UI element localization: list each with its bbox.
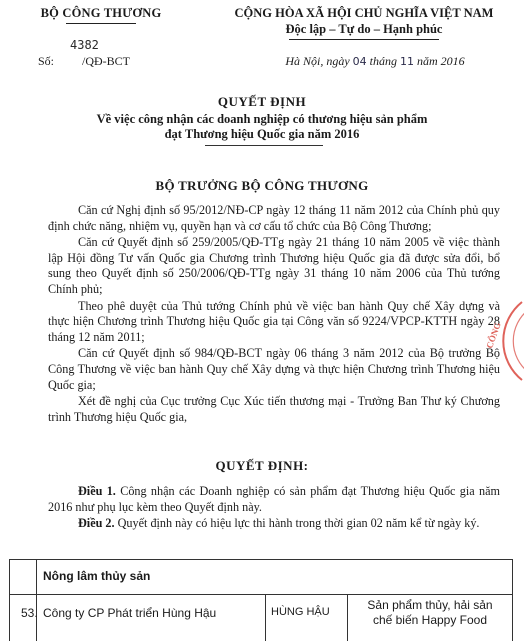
table-company-name: Công ty CP Phát triển Hùng Hậu — [43, 606, 217, 620]
article-1-text: Công nhận các Doanh nghiệp có sản phẩm đạt Thương hiệu Quốc gia năm 2016 như phụ lục kèm theo Quyết định này. — [48, 484, 500, 514]
nation-name: CỘNG HÒA XÃ HỘI CHỦ NGHĨA VIỆT NAM — [234, 6, 494, 20]
article-1-label: Điều 1. — [78, 484, 116, 498]
subject-underline — [205, 145, 323, 146]
national-motto: Độc lập – Tự do – Hạnh phúc — [285, 22, 443, 36]
table-section-title: Nông lâm thủy sản — [43, 569, 151, 583]
table-product — [355, 598, 505, 628]
article-2-label: Điều 2. — [78, 516, 115, 531]
date-day: 04 — [352, 55, 367, 68]
articles — [48, 484, 500, 532]
doc-number-line — [38, 54, 130, 69]
header-right-rule — [289, 39, 439, 40]
preamble-paragraph: Xét đề nghị của Cục trưởng Cục Xúc tiến thương mại - Trưởng Ban Thư ký Chương trình Thương hiệu Quốc gia, — [48, 394, 500, 424]
table-product-line-2: chế biến Happy Food — [372, 613, 488, 627]
svg-text:CÔNG: CÔNG — [484, 320, 503, 350]
article-1 — [48, 484, 500, 515]
national-header-block — [208, 6, 520, 40]
seal-graphic — [476, 298, 524, 384]
preamble-paragraph: Theo phê duyệt của Thủ tướng Chính phủ về việc ban hành Quy chế Xây dựng và thực hiện Chương trình Thương hiệu Quốc gia tại Công văn số 9224/VPCP-KTTH ngày 28 tháng 12 năm 2011; — [48, 298, 500, 344]
table-product-line-1: Sản phẩm thủy, hải sản — [367, 598, 493, 612]
ministry-name: BỘ CÔNG THƯƠNG — [40, 6, 162, 20]
preamble-paragraph: Căn cứ Quyết định số 259/2005/QĐ-TTg ngày 21 tháng 10 năm 2005 về việc thành lập Hội đồng Tư vấn Quốc gia Chương trình Thương hiệu Quốc gia đã được sửa đổi, bổ sung theo Quyết định số 250/2006/QĐ-TTg ngày 31 tháng 10 năm 2006 của Thủ tướng Chính phủ; — [48, 235, 500, 296]
article-2-text: Quyết định này có hiệu lực thi hành trong thời gian 02 năm kể từ ngày ký. — [114, 516, 480, 531]
table-row-number: 53. — [21, 606, 38, 620]
subject-line-1: Về việc công nhận các doanh nghiệp có thương hiệu sản phẩm — [96, 112, 428, 126]
subject-line-2: đạt Thương hiệu Quốc gia năm 2016 — [164, 127, 360, 141]
table-brand-name: HÙNG HẬU — [271, 606, 330, 618]
handwritten-doc-number — [70, 38, 99, 52]
preamble — [48, 203, 500, 425]
date-prefix: Hà Nội, ngày — [285, 54, 350, 68]
decision-heading: QUYẾT ĐỊNH: — [215, 458, 309, 473]
appendix-table — [9, 559, 513, 641]
article-2 — [48, 516, 500, 532]
issuing-authority-block — [16, 6, 186, 24]
table-col-divider — [36, 559, 37, 641]
doc-number-handwritten: 4382 — [70, 38, 99, 52]
header-left-rule — [66, 23, 136, 24]
official-seal — [476, 298, 524, 384]
date-year: năm 2016 — [417, 54, 465, 68]
date-month-label: tháng — [369, 54, 397, 68]
issue-date-line — [232, 54, 518, 69]
document-type-title: QUYẾT ĐỊNH — [217, 94, 307, 109]
doc-number-suffix: /QĐ-BCT — [82, 54, 131, 68]
table-col-divider — [347, 595, 348, 641]
doc-number-label: Số: — [38, 54, 55, 68]
preamble-paragraph: Căn cứ Quyết định số 984/QĐ-BCT ngày 06 tháng 3 năm 2012 của Bộ trưởng Bộ Công Thương về việc ban hành Quy chế Xây dựng và thực hiện Chương trình Thương hiệu Quốc gia; — [48, 346, 500, 392]
table-col-divider — [265, 595, 266, 641]
authority-title: BỘ TRƯỞNG BỘ CÔNG THƯƠNG — [155, 178, 369, 193]
preamble-paragraph: Căn cứ Nghị định số 95/2012/NĐ-CP ngày 12 tháng 11 năm 2012 của Chính phủ quy định chức năng, nhiệm vụ, quyền hạn và cơ cấu tổ chức của Bộ Công Thương; — [48, 203, 500, 233]
date-month: 11 — [400, 55, 414, 68]
